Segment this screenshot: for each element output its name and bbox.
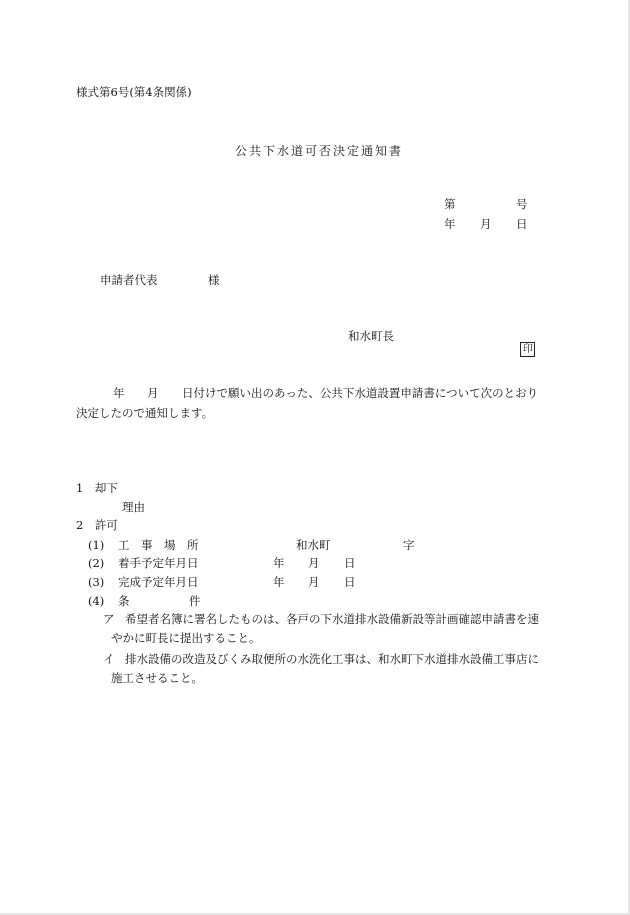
condition-a-line1: 希望者名簿に署名したものは、各戸の下水道排水設備新設等計画確認申請書を速 xyxy=(125,612,539,626)
condition-mark-a: ア xyxy=(103,612,115,626)
date-day: 日 xyxy=(516,217,528,231)
completion-day: 日 xyxy=(344,575,356,589)
condition-i-line1: 排水設備の改造及びくみ取便所の水洗化工事は、和水町下水道排水設備工事店に xyxy=(125,652,539,666)
condition-mark-i: イ xyxy=(103,652,115,666)
item-label-site: 工 事 場 所 xyxy=(118,538,199,552)
item-number: (1) xyxy=(88,538,105,552)
condition-a-line2: やかに町長に提出すること。 xyxy=(111,631,261,645)
seal-mark xyxy=(513,330,535,357)
item-label-conditions-ken: 件 xyxy=(189,594,201,608)
start-day: 日 xyxy=(344,556,356,570)
item-number: (4) xyxy=(88,594,105,608)
item-label-start-date: 着手予定年月日 xyxy=(118,556,199,570)
body-line2: 決定したので通知します。 xyxy=(76,406,214,420)
document-title: 公共下水道可否決定通知書 xyxy=(235,144,404,158)
start-month: 月 xyxy=(308,556,320,570)
item-label-conditions-jo: 条 xyxy=(118,594,130,608)
section-rejection-label: 1 却下 xyxy=(76,481,118,495)
date-year: 年 xyxy=(444,217,456,231)
item-number: (2) xyxy=(88,556,105,570)
site-aza: 字 xyxy=(403,538,415,552)
doc-number-go: 号 xyxy=(516,197,528,211)
completion-month: 月 xyxy=(308,575,320,589)
condition-i-line2: 施工させること。 xyxy=(111,671,203,685)
site-town: 和水町 xyxy=(296,538,331,552)
recipient-honorific: 様 xyxy=(208,273,220,287)
body-year: 年 xyxy=(113,386,125,400)
start-year: 年 xyxy=(273,556,285,570)
recipient-label: 申請者代表 xyxy=(100,273,158,287)
completion-year: 年 xyxy=(273,575,285,589)
rejection-reason-label: 理由 xyxy=(122,500,145,514)
item-number: (3) xyxy=(88,575,105,589)
body-month: 月 xyxy=(147,386,159,400)
issuer-name: 和水町長 xyxy=(348,329,394,343)
item-label-completion-date: 完成予定年月日 xyxy=(118,575,199,589)
form-reference: 様式第6号(第4条関係) xyxy=(76,85,192,99)
date-month: 月 xyxy=(480,217,492,231)
doc-number-dai: 第 xyxy=(444,197,456,211)
section-permission-label: 2 許可 xyxy=(76,518,118,532)
seal-box: 印 xyxy=(520,342,535,357)
body-line1-text: 日付けで願い出のあった、公共下水道設置申請書について次のとおり xyxy=(182,386,539,400)
